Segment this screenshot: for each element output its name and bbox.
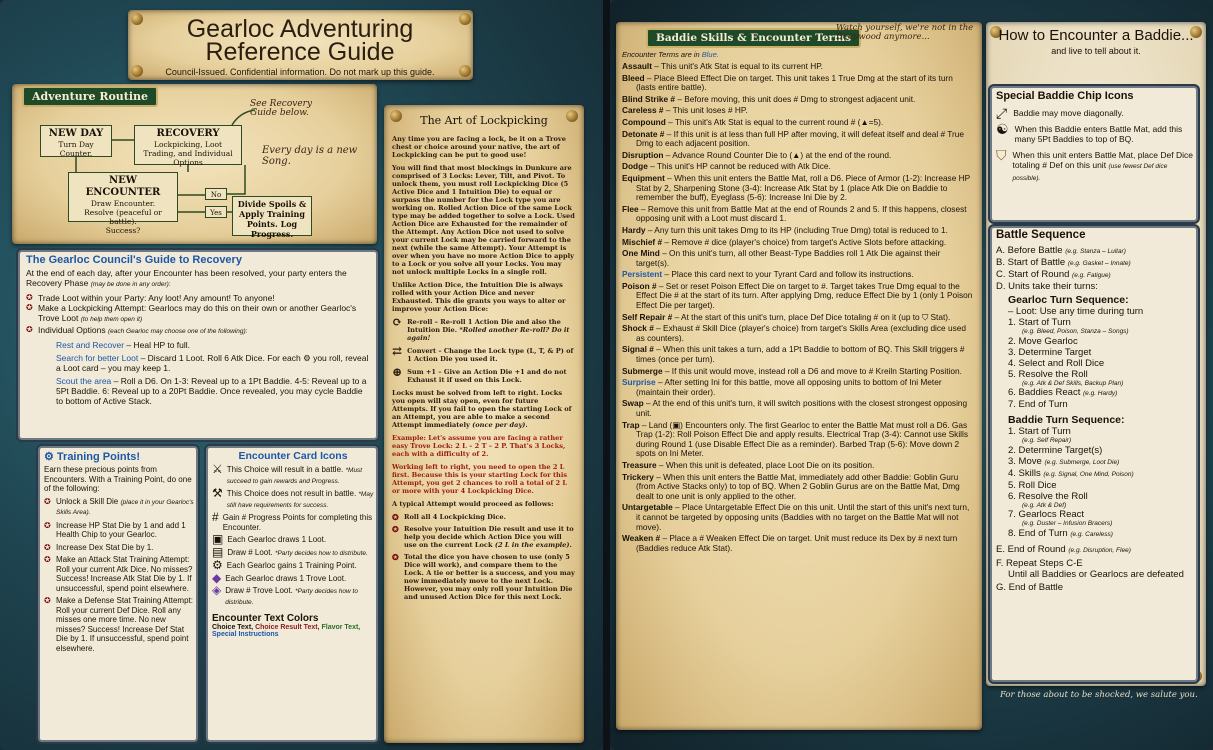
encounter-guide-subtitle: and live to tell about it. xyxy=(1051,46,1141,56)
term-name: Compound xyxy=(622,116,666,127)
battle-sequence xyxy=(996,230,1194,593)
icon-row: ◈ Draw # Trove Loot. *Party decides how to distribute. xyxy=(212,583,358,606)
icon-row: ▤ Draw # Loot. *Party decides how to distribute. xyxy=(212,544,368,559)
seq-step: G. End of Battle xyxy=(996,581,1064,593)
chip-row: ⛉ When this unit enters Battle Mat, place Def Dice totaling # Def on this unit (use fewest Def dice possible). xyxy=(996,147,1193,182)
option-search: Search for better Loot – Discard 1 Loot. Roll 6 Atk Dice. For each ⚙ you roll, reveal a Loot card – you may keep 1. xyxy=(56,353,369,373)
term-name: Trap xyxy=(622,419,640,430)
term-text: – Land (▣) Encounters only. The first Gearloc to enter the Battle Mat must roll a D6. Gas Trap (1-2): Roll Poison Effect Die and apply results. Electrical Trap (3-4): Cannot use Skills during Round 1 (use Disable Effect Die as a reminder). Barbed Trap (5-6): Move down 2 spots on Ini Meter. xyxy=(636,419,969,459)
term-name: Mischief # xyxy=(622,236,663,247)
training-item: ✪ Make an Attack Stat Training Attempt: Roll your current Atk Dice. No misses? Success! Increase Atk Stat Die by 1. If unsuccessful, spend point elsewhere. xyxy=(44,555,194,593)
term-name: Trickery xyxy=(622,471,654,482)
chip-row: ⤢ Baddie may move diagonally. xyxy=(996,105,1124,121)
reroll-row: ⟳ Re-roll – Re-roll 1 Action Die and also the Intuition Die. *Rolled another Re-roll? Do it again! xyxy=(392,315,570,342)
summon-icon: ☯ xyxy=(996,121,1009,137)
icon-row: ⚒ This Choice does not result in battle. *May still have requirements for success. xyxy=(212,486,374,509)
seq-step: 7. Gearlocs React xyxy=(1008,509,1085,520)
seq-step: Until all Baddies or Gearlocs are defeated xyxy=(1008,568,1184,580)
seq-step: 4. Select and Roll Dice xyxy=(1008,357,1105,369)
term-entry xyxy=(622,95,974,105)
term-name: Flee xyxy=(622,203,639,214)
term-entry xyxy=(622,249,974,268)
seq-step: F. Repeat Steps C-E xyxy=(996,557,1083,569)
loot-count-icon: ▤ xyxy=(212,544,224,559)
training-intro: Earn these precious points from Encounters. With a Training Point, do one of the following: xyxy=(44,465,192,493)
icon-row: ▣ Each Gearloc draws 1 Loot. xyxy=(212,532,327,546)
yes-label: Yes xyxy=(205,206,227,218)
icon-row: # Gain # Progress Points for completing this Encounter. xyxy=(212,510,373,532)
seq-note: (e.g. Atk & Def Skills, Backup Plan) xyxy=(1022,379,1124,387)
seq-step: B. Start of Battle (e.g. Gasket – Innate) xyxy=(996,257,1131,268)
term-text: – This unit loses # HP. xyxy=(663,105,748,116)
term-entry xyxy=(622,421,974,459)
term-entry xyxy=(622,503,974,532)
term-entry xyxy=(622,270,974,280)
encounter-guide-header xyxy=(990,28,1202,56)
seq-step: D. Units take their turns: xyxy=(996,281,1098,292)
term-text: – This unit's HP cannot be reduced with Atk Dice. xyxy=(647,161,831,172)
encounter-icons-title: Encounter Card Icons xyxy=(238,450,348,462)
term-text: – Place this card next to your Tyrant Card and follow its instructions. xyxy=(662,269,914,280)
icon-row: ⚙ Each Gearloc gains 1 Training Point. xyxy=(212,558,357,572)
seq-step: 2. Move Gearloc xyxy=(1008,335,1078,347)
term-name: Poison # xyxy=(622,280,657,291)
term-text: – If this unit would move, instead roll a D6 and move to # Kreiln Starting Position. xyxy=(662,365,962,376)
term-text: – On this unit's turn, all other Beast-Type Baddies roll 1 Atk Die against their target(s). xyxy=(636,248,941,268)
routine-arrows xyxy=(0,0,380,245)
seq-step: E. End of Round (e.g. Disruption, Flee) xyxy=(996,543,1131,555)
lockpicking-body: Any time you are facing a lock, be it on a Trove chest or choice around your native, the art of Lockpicking can be put to good use! You will find that most blockings in Dunkure are comprised of 3 Locks: Lever, Tilt, and Pivot. To unlock them, you must roll Lockpicking Dice (5 Active Dice and 1 Intuition Die) to equal or surpass the number for the Lock type you are working on. Rolled Action Dice of the same Lock type may be added together to solve a Lock. Used Action Dice are Exhausted for the remainder of the Attempt. Any Action Dice not used to solve your current Lock may be carried forward to the next (while the same Attempt). Your Attempt is over when you have no more Action Dice to apply to a Lock or you solve all your Locks. You may not unlock multiple Locks in a single roll. Unlike Action Dice, the Intuition Die is always rolled with your Action Dice and never Exhausted. This die grants you ways to alter or improve your Action Dice: ⟳ Re-roll – Re-roll 1 Action Die and also the Intuition Die. *Rolled another Re-roll? Do it again! ⇄ Convert – Change the Lock type (L, T, & P) of 1 Action Die you used it. ⊕ Sum +1 – Give an Action Die +1 and do not Exhaust it if used on this Lock. Locks must be solved from left to right. Locks you open will stay open, even for future Attempts. If you fail to open the starting Lock of an Attempt, you are able to make a second Attempt immediately (once per day). Example: Let's assume you are facing a rather easy Trove Lock: 2 L – 2 T – 2 P. That's 3 Locks, each with a difficulty of 2. Working left to right, you need to open the 2 L first. Because this is your starting Lock for this Attempt, you get 2 chances to roll a total of 2 L or more with your 4 Lockpicking Dice. A typical Attempt would proceed as follows: ✪ Roll all 4 Lockpicking Dice. ✪ Resolve your Intuition Die result and use it to help you decide which Action Dice you will use on the current Lock (2 L in the example). ✪ Total the dice you have chosen to use (only 5 Dice will work), and compare them to the Lock. A tie or better is a success, and you may now immediately move to the next Lock. However, you may only roll your Intuition Die and unused Action Dice for this next Lock. xyxy=(392,135,576,601)
left-page xyxy=(0,0,603,750)
term-name: Treasure xyxy=(622,459,657,470)
term-entry xyxy=(622,324,974,343)
term-entry xyxy=(622,205,974,224)
term-name: Untargetable xyxy=(622,502,673,513)
seq-step: 3. Determine Target xyxy=(1008,346,1092,358)
recovery-note: See Recovery Guide below. xyxy=(250,99,313,118)
terms-list xyxy=(622,62,974,555)
adventure-routine-banner: Adventure Routine xyxy=(22,86,158,107)
term-name: Submerge xyxy=(622,365,663,376)
seq-step: 2. Determine Target(s) xyxy=(1008,444,1103,456)
term-entry xyxy=(622,378,974,397)
term-entry xyxy=(622,162,974,172)
seq-note: (e.g. Duster – Infusion Bracers) xyxy=(1022,520,1113,527)
term-entry xyxy=(622,282,974,311)
seq-note: (e.g. Bleed, Poison, Stanza – Songs) xyxy=(1022,328,1129,335)
recovery-item: ✪ Trade Loot within your Party: Any loot! Any amount! To anyone! xyxy=(26,293,372,303)
reroll-icon: ⟳ xyxy=(392,315,403,329)
term-entry xyxy=(622,534,974,553)
term-name: Weaken # xyxy=(622,533,661,544)
term-entry xyxy=(622,313,974,323)
term-name: Disruption xyxy=(622,149,664,160)
term-text: – Any turn this unit takes Dmg to its HP (including True Dmg) total is reduced to 1. xyxy=(645,224,948,235)
icon-row: ⚔ This Choice will result in a battle. *Must succeed to gain rewards and Progress. xyxy=(212,462,363,485)
terms-legend: Encounter Terms are in Blue. xyxy=(622,50,719,59)
seq-note: (e.g. Self Repair) xyxy=(1022,437,1072,444)
rivet-icon xyxy=(459,13,471,25)
term-name: Equipment xyxy=(622,172,665,183)
lock-step: ✪ Resolve your Intuition Die result and use it to help you decide which Action Dice you will use on the current Lock (2 L in the example). xyxy=(392,525,576,549)
term-text: – Place a # Weaken Effect Die on target. Unit must reduce its Dex by # next turn (Baddies reduce Atk Stat). xyxy=(636,533,958,553)
convert-row: ⇄ Convert – Change the Lock type (L, T, & P) of 1 Action Die you used it. xyxy=(392,344,574,363)
training-title: ⚙ Training Points! xyxy=(44,451,141,463)
chip-icons-title: Special Baddie Chip Icons xyxy=(996,90,1134,102)
seq-step: A. Before Battle (e.g. Stanza – Luitar) xyxy=(996,245,1126,256)
term-text: – This unit's Atk Stat is equal to the current round # (▲=5). xyxy=(665,116,884,127)
new-day-box: NEW DAY Turn Day Counter. xyxy=(40,125,112,157)
term-name: Swap xyxy=(622,398,644,409)
training-item: ✪ Make a Defense Stat Training Attempt: Roll your current Def Dice. Roll any misses one more time. No new misses? Success! Increase Def Stat Die by 1. If unsuccessful, spend point elsewhere. xyxy=(44,596,194,653)
term-entry xyxy=(622,399,974,418)
rivet-icon xyxy=(459,65,471,77)
page-subtitle: Council-Issued. Confidential information. Do not mark up this guide. xyxy=(165,67,435,77)
seq-step: 6. Baddies React (e.g. Hardy) xyxy=(1008,387,1118,398)
term-name: Blind Strike # xyxy=(622,93,676,104)
term-name: Dodge xyxy=(622,161,648,172)
lock-step: ✪ Total the dice you have chosen to use (only 5 Dice will work), and compare them to the Lock. A tie or better is a success, and you may now immediately move to the next Lock. However, you may only roll your Intuition Die and unused Action Dice for this next Lock. xyxy=(392,553,576,601)
training-item: ✪ Increase HP Stat Die by 1 and add 1 Health Chip to your Gearloc. xyxy=(44,521,194,540)
shocked-note: For those about to be shocked, we salute you. xyxy=(1000,690,1198,700)
term-name: Persistent xyxy=(622,269,663,280)
term-text: – Before moving, this unit does # Dmg to strongest adjacent unit. xyxy=(675,93,916,104)
seq-step: 3. Move (e.g. Submerge, Loot Die) xyxy=(1008,455,1120,467)
term-text: – This unit's Atk Stat is equal to its current HP. xyxy=(651,61,823,71)
text-colors-legend: Choice Text, Choice Result Text, Flavor Text, Special Instructions xyxy=(212,624,361,638)
encounter-guide-title: How to Encounter a Baddie... xyxy=(998,27,1194,44)
new-song-note: Every day is a new Song. xyxy=(262,145,358,167)
recovery-intro: At the end of each day, after your Encounter has been resolved, your party enters the Recovery Phase (may be done in any order): xyxy=(26,268,347,288)
gearloc-sequence-title: Gearloc Turn Sequence: xyxy=(1008,294,1129,306)
diagonal-move-icon: ⤢ xyxy=(996,105,1008,121)
seq-step: 1. Start of Turn xyxy=(1008,317,1071,328)
progress-icon: # xyxy=(212,510,219,524)
seq-step: 7. End of Turn xyxy=(1008,399,1068,410)
term-text: – Place Bleed Effect Die on target. This unit takes 1 True Dmg at the start of its turn (lasts entire battle). xyxy=(636,72,953,93)
training-item: ✪ Unlock a Skill Die (place it in your Gearloc's Skills Area). xyxy=(44,497,194,518)
shield-icon: ⛉ xyxy=(996,147,1007,163)
term-text: – At the end of this unit's turn, it will switch positions with the closest strongest opposing unit. xyxy=(636,398,968,418)
divide-spoils-box: Divide Spoils & Apply Training Points. Log Progress. xyxy=(232,196,312,236)
seq-step: C. Start of Round (e.g. Fatigue) xyxy=(996,269,1111,280)
option-scout: Scout the area – Roll a D6. On 1-3: Reveal up to a 1Pt Baddie. 4-5: Reveal up to a 5Pt Baddie. 6: Reveal up to a 20Pt Baddie. Once revealed, you may cycle Baddie to bottom of Active Stack. xyxy=(56,376,367,406)
term-entry xyxy=(622,367,974,377)
term-text: – Remove # dice (player's choice) from target's Active Slots before attacking. xyxy=(662,236,947,247)
term-name: Signal # xyxy=(622,344,654,355)
training-icon: ⚙ xyxy=(44,451,57,463)
term-entry xyxy=(622,130,974,149)
sum-row: ⊕ Sum +1 – Give an Action Die +1 and do not Exhaust it if used on this Lock. xyxy=(392,365,567,384)
term-text: – Remove this unit from Battle Mat at the end of Rounds 2 and 5. If this happens, closest opposing unit with a Loot must discard 1. xyxy=(636,203,967,224)
battle-sequence-title: Battle Sequence xyxy=(996,229,1086,241)
new-encounter-box: NEW ENCOUNTER Draw Encounter. Resolve (peaceful or battle). Success? xyxy=(68,172,178,222)
term-entry xyxy=(622,106,974,116)
term-entry xyxy=(622,118,974,128)
term-text: – Exhaust # Skill Dice (player's choice) from target's Skills Area (excluding dice used as counters). xyxy=(636,323,966,343)
term-entry xyxy=(622,345,974,364)
recovery-guide-content xyxy=(26,254,372,406)
seq-step: 5. Roll Dice xyxy=(1008,479,1057,491)
loot-icon: ▣ xyxy=(212,532,224,546)
plus-icon: ⊕ xyxy=(392,365,403,379)
lock-steps xyxy=(392,513,576,601)
term-name: One Mind xyxy=(622,248,660,259)
recovery-box: RECOVERY Lockpicking, Loot Trading, and Individual Options xyxy=(134,125,242,165)
lock-step: ✪ Roll all 4 Lockpicking Dice. xyxy=(392,513,576,521)
recovery-guide-title: The Gearloc Council's Guide to Recovery xyxy=(26,254,242,266)
term-entry xyxy=(622,461,974,471)
term-name: Hardy xyxy=(622,224,646,235)
term-name: Self Repair # xyxy=(622,311,673,322)
seq-note: (e.g. Atk & Def) xyxy=(1022,501,1067,509)
seq-step: 6. Resolve the Roll xyxy=(1008,490,1088,502)
term-entry xyxy=(622,62,974,72)
trove-count-icon: ◈ xyxy=(212,583,222,597)
training-point-icon: ⚙ xyxy=(212,558,223,572)
icon-list xyxy=(212,462,374,607)
term-text: – At the start of this unit's turn, place Def Dice totaling # on it (up to ⛉ Stat). xyxy=(672,311,951,322)
deepwood-note: Watch yourself, we're not in the Deepwood anymore... xyxy=(836,23,974,42)
trove-icon: ◆ xyxy=(212,570,222,585)
convert-icon: ⇄ xyxy=(392,344,403,358)
term-entry xyxy=(622,74,974,93)
encounter-icons-content xyxy=(212,450,374,638)
term-text: – Place Untargetable Effect Die on this unit. Until the start of this unit's next turn, it cannot be targeted by opposing units (Baddies with no target on the Battle Mat will not move). xyxy=(636,502,970,532)
term-text: – Set or reset Poison Effect Die on target to #. Target takes True Dmg equal to the Effect Die # at the start of its turn. After applying Dmg, reduce Effect Die by 1 (only 1 Poison Effect Die per target). xyxy=(636,280,973,311)
page-title: Gearloc Adventuring Reference Guide xyxy=(186,15,414,66)
term-name: Detonate # xyxy=(622,128,665,139)
recovery-item: ✪ Make a Lockpicking Attempt: Gearlocs may do this on their own or another Gearloc's Trove Loot (to help them open it) xyxy=(26,303,372,325)
term-entry xyxy=(622,151,974,161)
seq-step: – Loot: Use any time during turn xyxy=(1008,306,1144,317)
term-text: – Advance Round Counter Die to (▲) at the end of the round. xyxy=(663,149,892,160)
recovery-list xyxy=(26,293,372,337)
training-item: ✪ Increase Dex Stat Die by 1. xyxy=(44,543,194,553)
training-list xyxy=(44,497,194,654)
term-entry xyxy=(622,226,974,236)
baddie-sequence-title: Baddie Turn Sequence: xyxy=(1008,414,1125,426)
term-text: – When this unit enters the Battle Mat, immediately add other Baddie: Goblin Guru (from Active Stacks only) to top of BQ. When 2 Goblin Gurus are on the Battle Mat, Dmg dealt to one unit is only applied to the other. xyxy=(636,471,960,501)
no-label: No xyxy=(205,188,227,200)
term-name: Bleed xyxy=(622,72,645,83)
term-text: – When this unit enters the Battle Mat, roll a D6. Piece of Armor (1-2): Increase HP Stat by 2, Sharpening Stone (3-4): Increase Atk Stat by 1 (place Atk Die on Baddie to remember the buff), Eyeglass (5-6): Increase Ini Die by 2. xyxy=(636,172,970,203)
seq-step: 8. End of Turn (e.g. Careless) xyxy=(1008,527,1113,539)
baddie-skills-banner: Baddie Skills & Encounter Terms xyxy=(646,28,861,48)
lockpicking-title: The Art of Lockpicking xyxy=(420,114,548,127)
term-text: – After setting Ini for this battle, move all opposing units to bottom of Ini Meter (maintain their order). xyxy=(636,377,942,397)
term-text: – When this unit is defeated, place Loot Die on its position. xyxy=(656,459,875,470)
option-rest: Rest and Recover – Heal HP to full. xyxy=(56,340,191,350)
term-entry xyxy=(622,238,974,248)
training-content xyxy=(44,450,194,653)
chip-row: ☯ When this Baddie enters Battle Mat, add this many 5Pt Baddies to top of BQ. xyxy=(996,121,1183,144)
individual-options xyxy=(26,340,372,406)
term-text: – When this unit takes a turn, add a 1Pt Baddie to bottom of BQ. This Skill triggers # times (once per turn). xyxy=(636,344,965,365)
seq-step: 5. Resolve the Roll xyxy=(1008,368,1088,380)
recovery-item: ✪ Individual Options (each Gearloc may choose one of the following): xyxy=(26,325,372,337)
seq-step: 1. Start of Turn xyxy=(1008,426,1071,437)
term-name: Shock # xyxy=(622,323,654,334)
page-gutter xyxy=(603,0,610,750)
term-name: Assault xyxy=(622,61,652,71)
seq-step: 4. Skills (e.g. Signal, One Mind, Poison) xyxy=(1008,467,1134,479)
term-text: – If this unit is at less than full HP after moving, it will defeat itself and deal # True Dmg to each adjacent position. xyxy=(636,128,965,149)
swords-icon: ⚔ xyxy=(212,462,223,476)
term-entry xyxy=(622,174,974,203)
arrow-no-recovery xyxy=(227,165,245,194)
note-arrow xyxy=(232,110,255,125)
no-swords-icon: ⚒ xyxy=(212,486,223,500)
term-entry xyxy=(622,473,974,502)
lockpicking-content xyxy=(392,114,576,601)
chip-icons-content xyxy=(996,90,1194,184)
text-colors-title: Encounter Text Colors xyxy=(212,613,319,624)
term-name: Surprise xyxy=(622,377,656,388)
term-name: Careless # xyxy=(622,105,664,116)
icon-row: ◆ Each Gearloc draws 1 Trove Loot. xyxy=(212,570,347,585)
